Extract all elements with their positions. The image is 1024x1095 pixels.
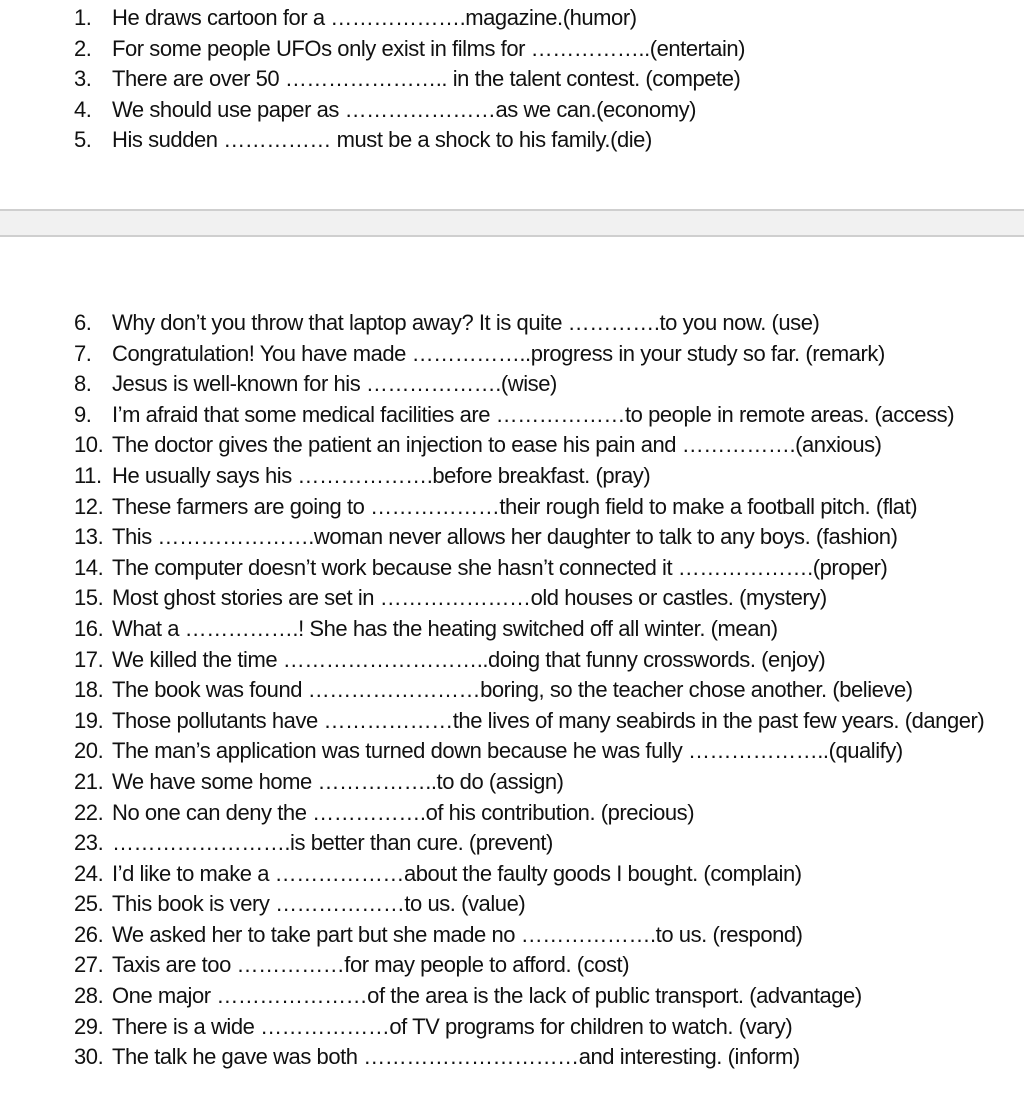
exercise-item [0,339,1024,370]
item-sentence: He usually says his ……………….before breakfast. (pray) [112,462,651,488]
item-sentence: We killed the time ………………………..doing that funny crosswords. (enjoy) [112,646,826,672]
exercise-list-part-one [0,3,1024,156]
exercise-item [0,675,1024,706]
item-sentence: We should use paper as …………………as we can.(economy) [112,96,697,122]
item-number: 20. [74,738,104,764]
item-sentence: The book was found ……………………boring, so the teacher chose another. (believe) [112,677,913,703]
item-sentence: There is a wide ………………of TV programs for children to watch. (vary) [112,1013,793,1039]
exercise-item [0,308,1024,339]
exercise-item [0,400,1024,431]
item-number: 27. [74,952,104,978]
item-number: 4. [74,96,92,122]
exercise-item [0,369,1024,400]
exercise-item [0,859,1024,890]
exercise-list-part-two [0,308,1024,1073]
item-sentence: No one can deny the …………….of his contribution. (precious) [112,799,695,825]
item-number: 17. [74,646,104,672]
item-sentence: Taxis are too ……………for may people to afford. (cost) [112,952,630,978]
exercise-item [0,125,1024,156]
exercise-item [0,95,1024,126]
item-number: 12. [74,493,104,519]
item-sentence: For some people UFOs only exist in films for ……………..(entertain) [112,35,746,61]
item-sentence: There are over 50 ………………….. in the talent contest. (compete) [112,66,741,92]
exercise-item [0,430,1024,461]
exercise-item [0,553,1024,584]
item-number: 26. [74,921,104,947]
exercise-item [0,736,1024,767]
exercise-item [0,461,1024,492]
item-sentence: This ………………….woman never allows her daughter to talk to any boys. (fashion) [112,524,898,550]
exercise-item [0,767,1024,798]
item-number: 23. [74,830,104,856]
item-number: 13. [74,524,104,550]
item-number: 10. [74,432,104,458]
item-sentence: What a …………….! She has the heating switched off all winter. (mean) [112,615,778,641]
exercise-item [0,950,1024,981]
exercise-item [0,1012,1024,1043]
exercise-item [0,614,1024,645]
exercise-item [0,981,1024,1012]
item-sentence: The talk he gave was both …………………………and interesting. (inform) [112,1044,800,1070]
exercise-item [0,522,1024,553]
item-number: 25. [74,891,104,917]
item-number: 16. [74,615,104,641]
item-sentence: This book is very ………………to us. (value) [112,891,526,917]
exercise-item [0,64,1024,95]
item-number: 6. [74,310,92,335]
exercise-item [0,645,1024,676]
item-sentence: Those pollutants have ………………the lives of many seabirds in the past few years. (danger) [112,707,985,733]
item-number: 2. [74,35,92,61]
item-number: 3. [74,66,92,92]
page-break-divider [0,209,1024,237]
item-number: 9. [74,401,92,427]
item-number: 30. [74,1044,104,1070]
item-number: 29. [74,1013,104,1039]
item-number: 19. [74,707,104,733]
item-number: 21. [74,768,104,794]
exercise-item [0,828,1024,859]
exercise-item [0,798,1024,829]
exercise-item [0,583,1024,614]
item-sentence: We asked her to take part but she made no ……………….to us. (respond) [112,921,803,947]
item-number: 15. [74,585,104,611]
exercise-item [0,34,1024,65]
exercise-item [0,492,1024,523]
exercise-item [0,706,1024,737]
exercise-item [0,889,1024,920]
item-sentence: Most ghost stories are set in …………………old houses or castles. (mystery) [112,585,827,611]
item-sentence: These farmers are going to ………………their rough field to make a football pitch. (flat) [112,493,918,519]
item-sentence: The man’s application was turned down because he was fully ………………..(qualify) [112,738,903,764]
item-sentence: …………………….is better than cure. (prevent) [112,830,553,856]
item-number: 5. [74,127,92,153]
item-number: 14. [74,554,104,580]
item-number: 28. [74,983,104,1009]
item-number: 8. [74,371,92,397]
exercise-item [0,920,1024,951]
item-sentence: I’d like to make a ………………about the faulty goods I bought. (complain) [112,860,802,886]
item-sentence: Congratulation! You have made ……………..progress in your study so far. (remark) [112,340,885,366]
item-sentence: He draws cartoon for a ……………….magazine.(humor) [112,5,637,30]
item-sentence: Jesus is well-known for his ……………….(wise) [112,371,557,397]
exercise-item [0,3,1024,34]
item-sentence: The computer doesn’t work because she hasn’t connected it ……………….(proper) [112,554,888,580]
item-sentence: His sudden …………… must be a shock to his family.(die) [112,127,652,153]
item-sentence: The doctor gives the patient an injection to ease his pain and …………….(anxious) [112,432,882,458]
item-number: 11. [74,462,102,488]
exercise-item [0,1042,1024,1073]
item-sentence: One major …………………of the area is the lack of public transport. (advantage) [112,983,862,1009]
item-number: 1. [74,5,92,30]
item-sentence: Why don’t you throw that laptop away? It is quite ………….to you now. (use) [112,310,820,335]
item-number: 18. [74,677,104,703]
item-number: 22. [74,799,104,825]
item-sentence: We have some home ……………..to do (assign) [112,768,564,794]
item-number: 24. [74,860,104,886]
item-sentence: I’m afraid that some medical facilities are ………………to people in remote areas. (access) [112,401,955,427]
item-number: 7. [74,340,92,366]
